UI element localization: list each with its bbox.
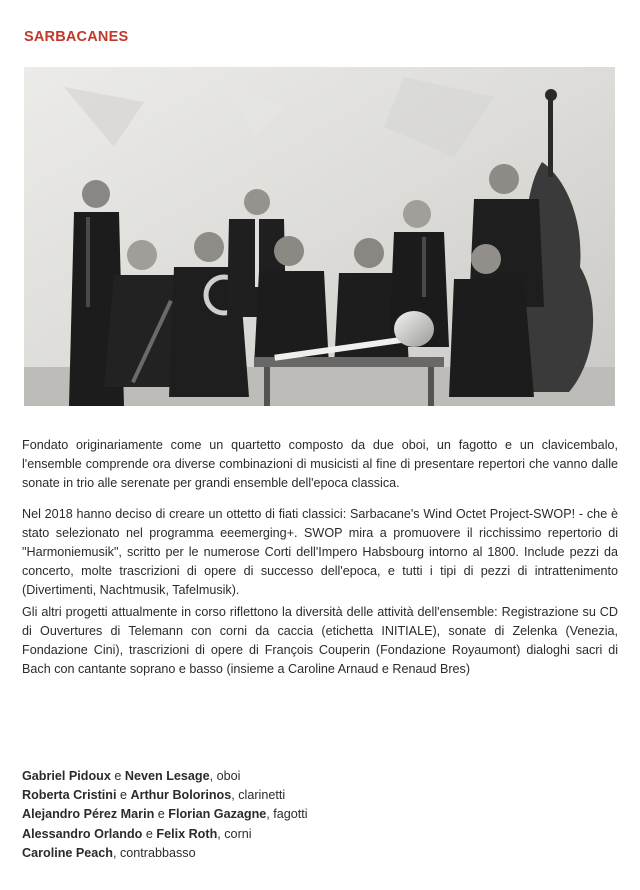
member-role: , fagotti xyxy=(266,807,308,822)
ensemble-photo xyxy=(24,67,615,406)
member-name: Gabriel Pidoux xyxy=(22,769,111,783)
paragraph-projects: Gli altri progetti attualmente in corso riflettono la diversità delle attività dell'ensemble: Registrazione su CD di Ouvertures di Telemann con corni da caccia (etichetta INITIALE), sonate di Zelenka (Venezia, Fondazione Cini), trascrizioni di opere di François Couperin (Fondazione Royaumont) dialoghi sacri di Bach con cantante soprano e basso (insieme a Caroline Arnaud e Renaud Bres) xyxy=(22,605,618,676)
member-name: Arthur Bolorinos xyxy=(130,788,232,803)
member-name: Florian Gazagne xyxy=(168,807,267,822)
member-role: , corni xyxy=(217,826,252,841)
member-line xyxy=(22,767,582,786)
member-name: Caroline Peach xyxy=(22,845,113,860)
member-name: Alejandro Pérez Marin xyxy=(22,807,155,822)
member-name: Felix Roth xyxy=(156,826,218,841)
conjunction: e xyxy=(142,826,157,841)
ensemble-photo-illustration xyxy=(24,67,615,406)
section-title: SARBACANES xyxy=(24,29,129,45)
member-line xyxy=(22,786,582,805)
paragraph-swop: Nel 2018 hanno deciso di creare un ottetto di fiati classici: Sarbacane's Wind Octet Project-SWOP! - che è stato selezionato nel programma eeemerging+. SWOP mira a promuovere il ricchissimo repertorio di "Harmoniemusik", scritto per le numerose Corti dell'Impero Habsbourg intorno al 1800. Include pezzi da concerto, molte trascrizioni di opere di successo dell'epoca, e tutti i tipi di pezzi di intrattenimento (Divertimenti, Nachtmusik, Tafelmusik). xyxy=(22,507,618,597)
conjunction: e xyxy=(110,769,125,783)
member-name: Neven Lesage xyxy=(124,769,210,783)
conjunction: e xyxy=(154,807,169,822)
member-role: , clarinetti xyxy=(231,788,286,803)
conjunction: e xyxy=(116,788,131,803)
members-list xyxy=(22,767,582,863)
member-line xyxy=(22,844,582,863)
member-line xyxy=(22,805,582,824)
member-line xyxy=(22,825,582,844)
member-name: Alessandro Orlando xyxy=(22,826,143,841)
member-name: Roberta Cristini xyxy=(22,788,117,803)
member-role: , oboi xyxy=(209,769,241,783)
paragraph-intro: Fondato originariamente come un quartetto composto da due oboi, un fagotto e un clavicembalo, l'ensemble comprende ora diverse combinazioni di musicisti al fine di presentare repertori che vanno dalle sonate in trio alle serenate per grandi ensemble dell'epoca classica. xyxy=(22,438,618,490)
member-role: , contrabbasso xyxy=(113,845,196,860)
